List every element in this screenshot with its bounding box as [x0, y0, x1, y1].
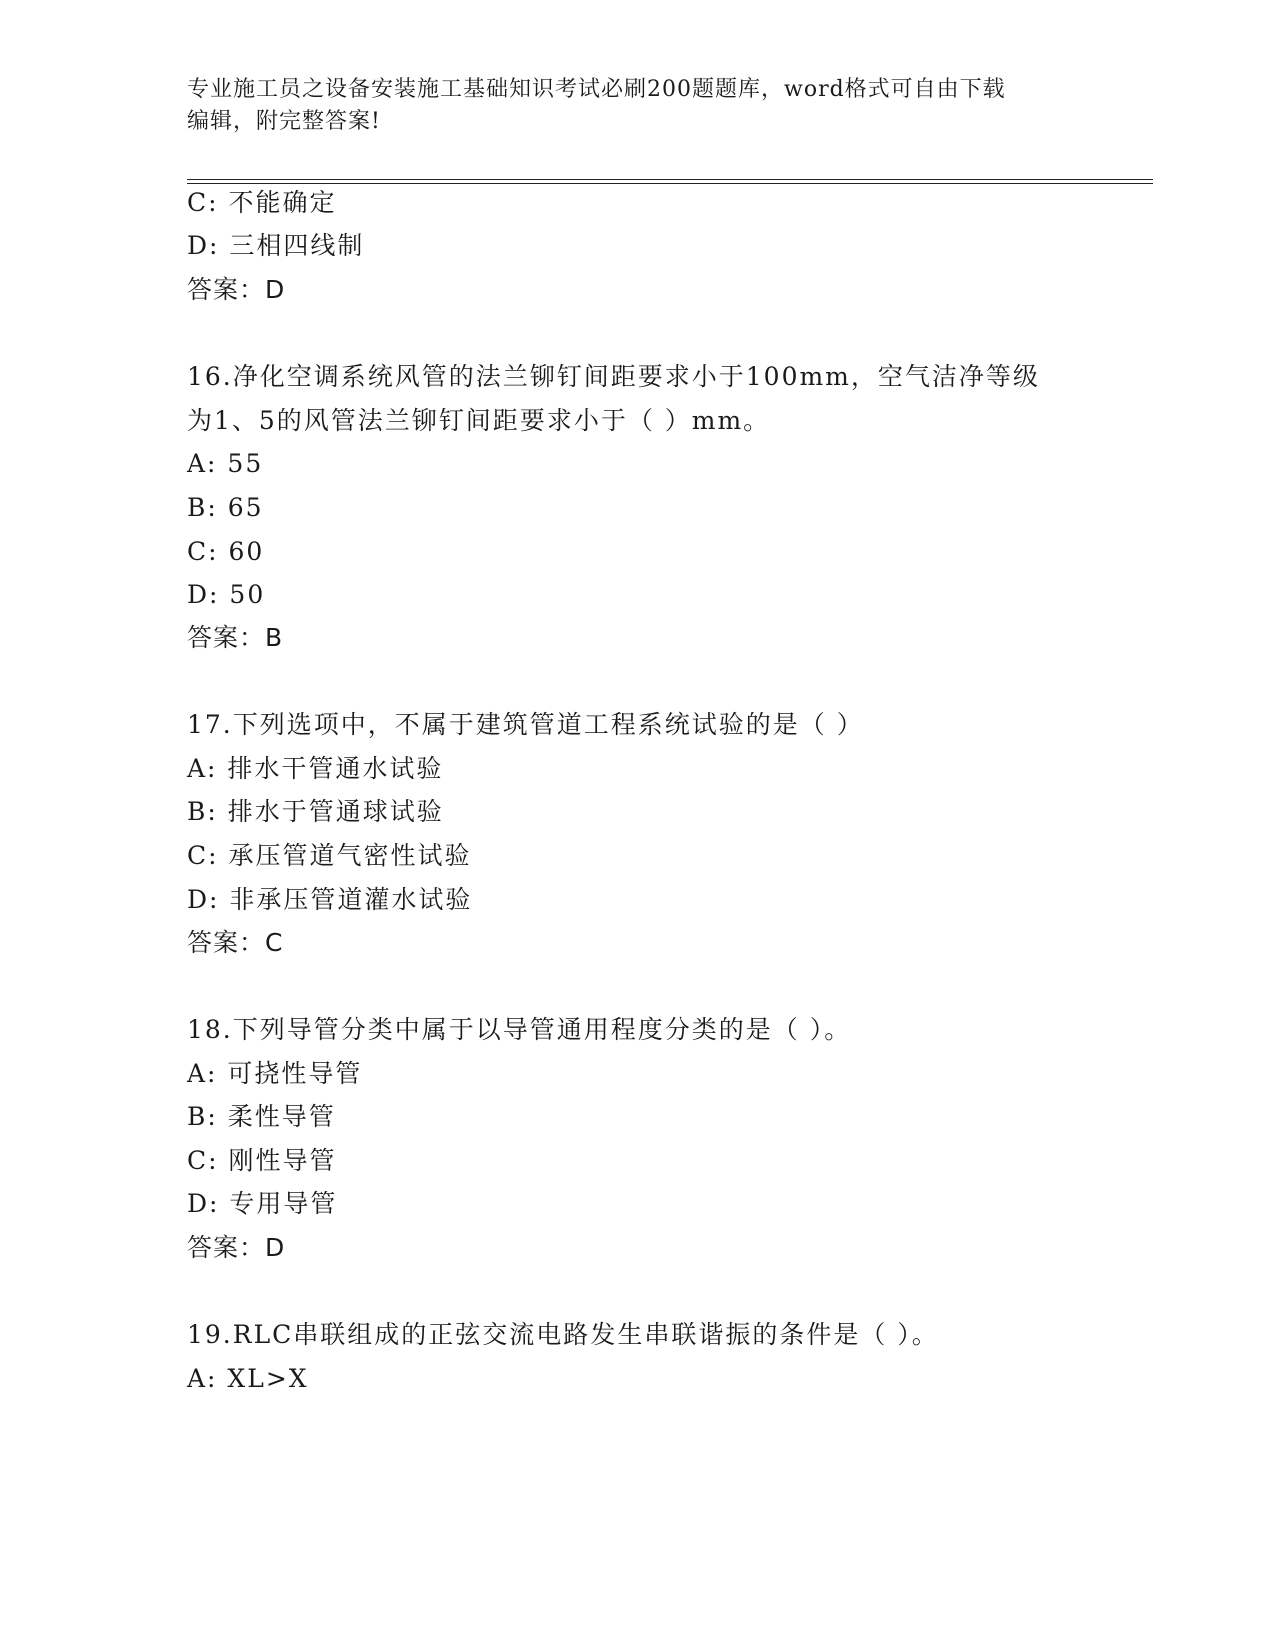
option-a-q19: A: XL>X [187, 1364, 309, 1393]
option-c-q18: C: 刚性导管 [187, 1146, 337, 1175]
option-b-q17: B: 排水于管通球试验 [187, 797, 444, 826]
answer-q15: 答案：D [187, 275, 286, 304]
document-header [187, 74, 1067, 138]
option-a-q18: A: 可挠性导管 [187, 1059, 363, 1088]
header-rule-bottom [187, 183, 1153, 184]
option-b-q18: B: 柔性导管 [187, 1102, 336, 1131]
question-18: 18.下列导管分类中属于以导管通用程度分类的是（ ）。 [187, 1015, 852, 1044]
option-a-q16: A: 55 [187, 449, 264, 478]
question-17: 17.下列选项中，不属于建筑管道工程系统试验的是（ ） [187, 710, 864, 739]
answer-q18: 答案：D [187, 1233, 286, 1262]
option-d-q18: D: 专用导管 [187, 1189, 338, 1218]
header-rule-top [187, 179, 1153, 180]
answer-q17: 答案：C [187, 928, 284, 957]
answer-q16: 答案：B [187, 623, 284, 652]
header-line-1: 专业施工员之设备安装施工基础知识考试必刷200题题库，word格式可自由下载 [187, 77, 1006, 102]
question-19: 19.RLC串联组成的正弦交流电路发生串联谐振的条件是（ ）。 [187, 1320, 939, 1349]
option-c-q15: C: 不能确定 [187, 188, 337, 217]
option-d-q16: D: 50 [187, 580, 266, 609]
option-d-q17: D: 非承压管道灌水试验 [187, 885, 473, 914]
header-line-2: 编辑，附完整答案! [187, 109, 381, 134]
option-a-q17: A: 排水干管通水试验 [187, 754, 444, 783]
option-c-q16: C: 60 [187, 537, 265, 566]
question-16-line-1: 16.净化空调系统风管的法兰铆钉间距要求小于100mm，空气洁净等级 [187, 362, 1040, 391]
option-d-q15: D: 三相四线制 [187, 231, 365, 260]
question-16-line-2: 为1、5的风管法兰铆钉间距要求小于（ ）mm。 [187, 406, 771, 435]
option-c-q17: C: 承压管道气密性试验 [187, 841, 472, 870]
option-b-q16: B: 65 [187, 493, 264, 522]
